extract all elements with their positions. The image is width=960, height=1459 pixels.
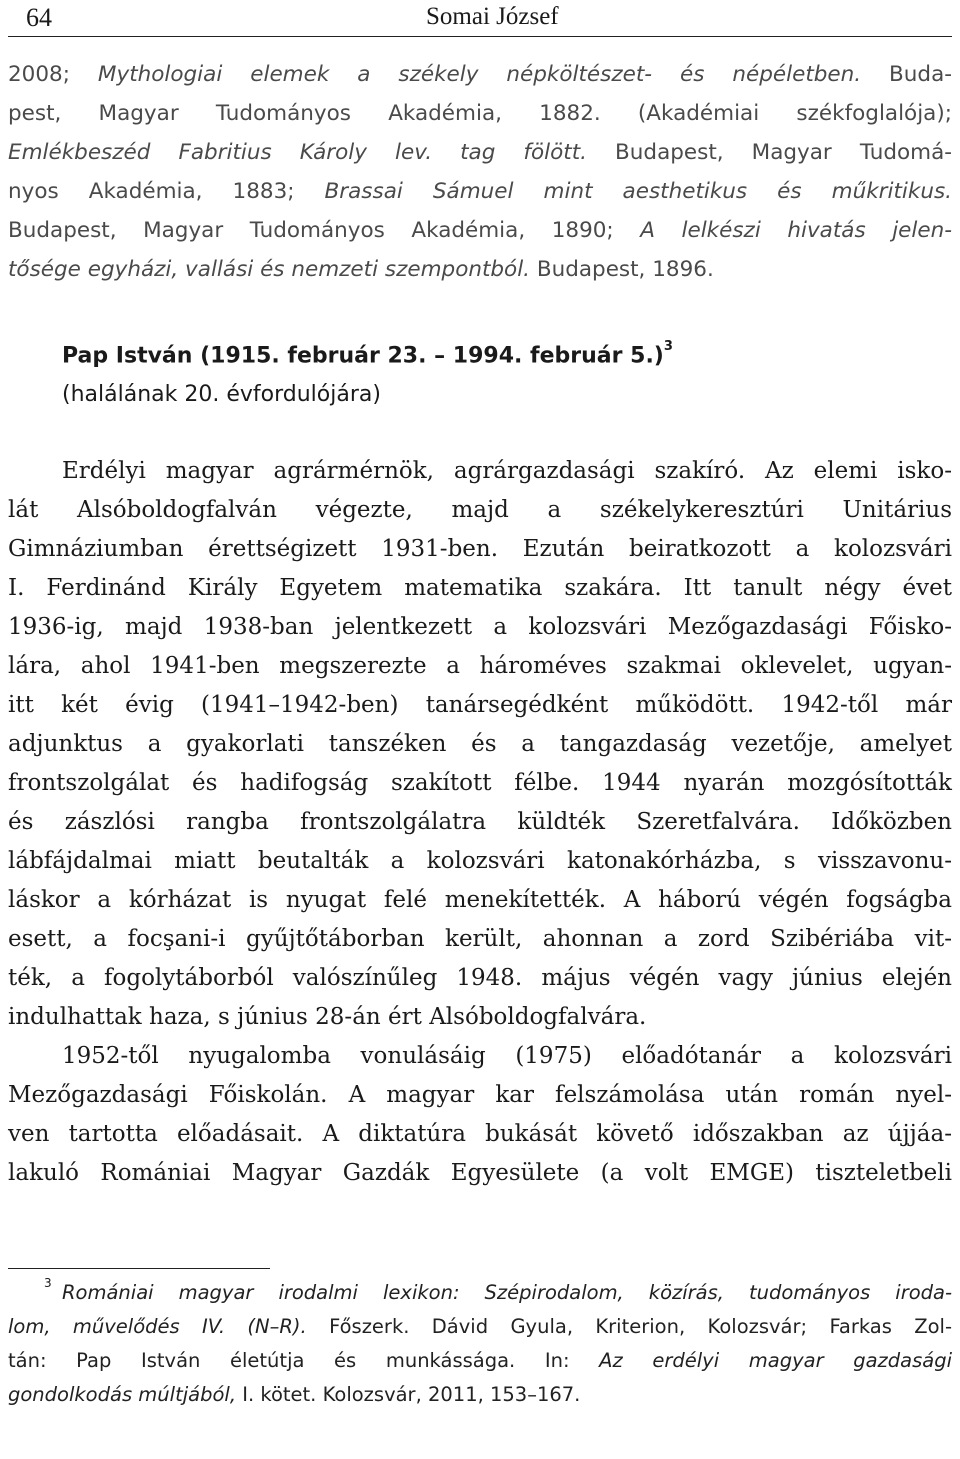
footnote-line: lom, művelődés IV. (N–R). Főszerk. Dávid Gyula, Kriterion, Kolozsvár; Farkas Zol- [8,1315,952,1338]
text-line: ték, a fogolytáborból valószínűleg 1948. május végén vagy június elején [8,965,952,991]
text-line: 2008; Mythologiai elemek a székely népköltészet- és népéletben. Buda- [8,62,953,87]
text-line: indulhattak haza, s június 28-án ért Alsóboldogfalvára. [8,1004,647,1030]
text-line: lakuló Romániai Magyar Gazdák Egyesülete (a volt EMGE) tiszteletbeli [8,1160,952,1186]
text-line: I. Ferdinánd Király Egyetem matematika szakára. Itt tanult négy évet [8,575,952,601]
text-line: 1936-ig, majd 1938-ban jelentkezett a kolozsvári Mezőgazdasági Főisko- [8,614,952,640]
text-line: Emlékbeszéd Fabritius Károly lev. tag fölött. Budapest, Magyar Tudomá- [8,140,953,165]
text-line: lát Alsóboldogfalván végezte, majd a székelykeresztúri Unitárius [8,497,952,523]
text-line: esett, a focşani-i gyűjtőtáborban került, ahonnan a zord Szibériába vit- [8,926,952,952]
entry-title: Pap István (1915. február 23. – 1994. február 5.)$^3$ [62,339,673,369]
footnote-line: gondolkodás múltjából, I. kötet. Kolozsvár, 2011, 153–167. [8,1383,581,1406]
text-line: Budapest, Magyar Tudományos Akadémia, 1890; A lelkészi hivatás jelen- [8,218,952,243]
footnote-line: Romániai magyar irodalmi lexikon: Szépirodalom, közírás, tudományos iroda- [62,1281,952,1304]
page-header [8,0,952,37]
footnote-divider [8,1268,270,1269]
footnote-mark: 3 [44,1276,52,1290]
text-line: pest, Magyar Tudományos Akadémia, 1882. (Akadémiai székfoglalója); [8,101,952,126]
running-head: Somai József [426,3,559,30]
page-number: 64 [26,3,52,32]
text-line: Mezőgazdasági Főiskolán. A magyar kar felszámolása után román nyel- [8,1082,952,1108]
text-line: láskor a kórházat is nyugat felé menekítették. A háború végén fogságba [8,887,952,913]
text-line: nyos Akadémia, 1883; Brassai Sámuel mint aesthetikus és műkritikus. [8,179,952,204]
text-line: ven tartotta előadásait. A diktatúra bukását követő időszakban az újjáa- [8,1121,952,1147]
footnote-line: tán: Pap István életútja és munkássága. In: Az erdélyi magyar gazdasági [8,1349,953,1372]
text-line: tősége egyházi, vallási és nemzeti szempontból. Budapest, 1896. [8,257,714,282]
text-line: és zászlósi rangba frontszolgálatra küldték Szeretfalvára. Időközben [8,809,952,835]
entry-subtitle: (halálának 20. évfordulójára) [62,382,381,407]
text-line: lábfájdalmai miatt beutalták a kolozsvári katonakórházba, s visszavonu- [8,848,952,874]
text-line: Erdélyi magyar agrármérnök, agrárgazdasági szakíró. Az elemi isko- [62,458,952,484]
text-line: 1952-től nyugalomba vonulásáig (1975) előadótanár a kolozsvári [62,1043,952,1069]
text-line: itt két évig (1941–1942-ben) tanársegédként működött. 1942-től már [8,692,952,718]
text-line: Gimnáziumban érettségizett 1931-ben. Ezután beiratkozott a kolozsvári [8,536,952,562]
text-line: adjunktus a gyakorlati tanszéken és a tangazdaság vezetője, amelyet [8,731,952,757]
text-line: frontszolgálat és hadifogság szakított félbe. 1944 nyarán mozgósították [8,770,952,796]
text-line: lára, ahol 1941-ben megszerezte a hároméves szakmai oklevelet, ugyan- [8,653,952,679]
footnote-reference: 3 [663,339,673,354]
